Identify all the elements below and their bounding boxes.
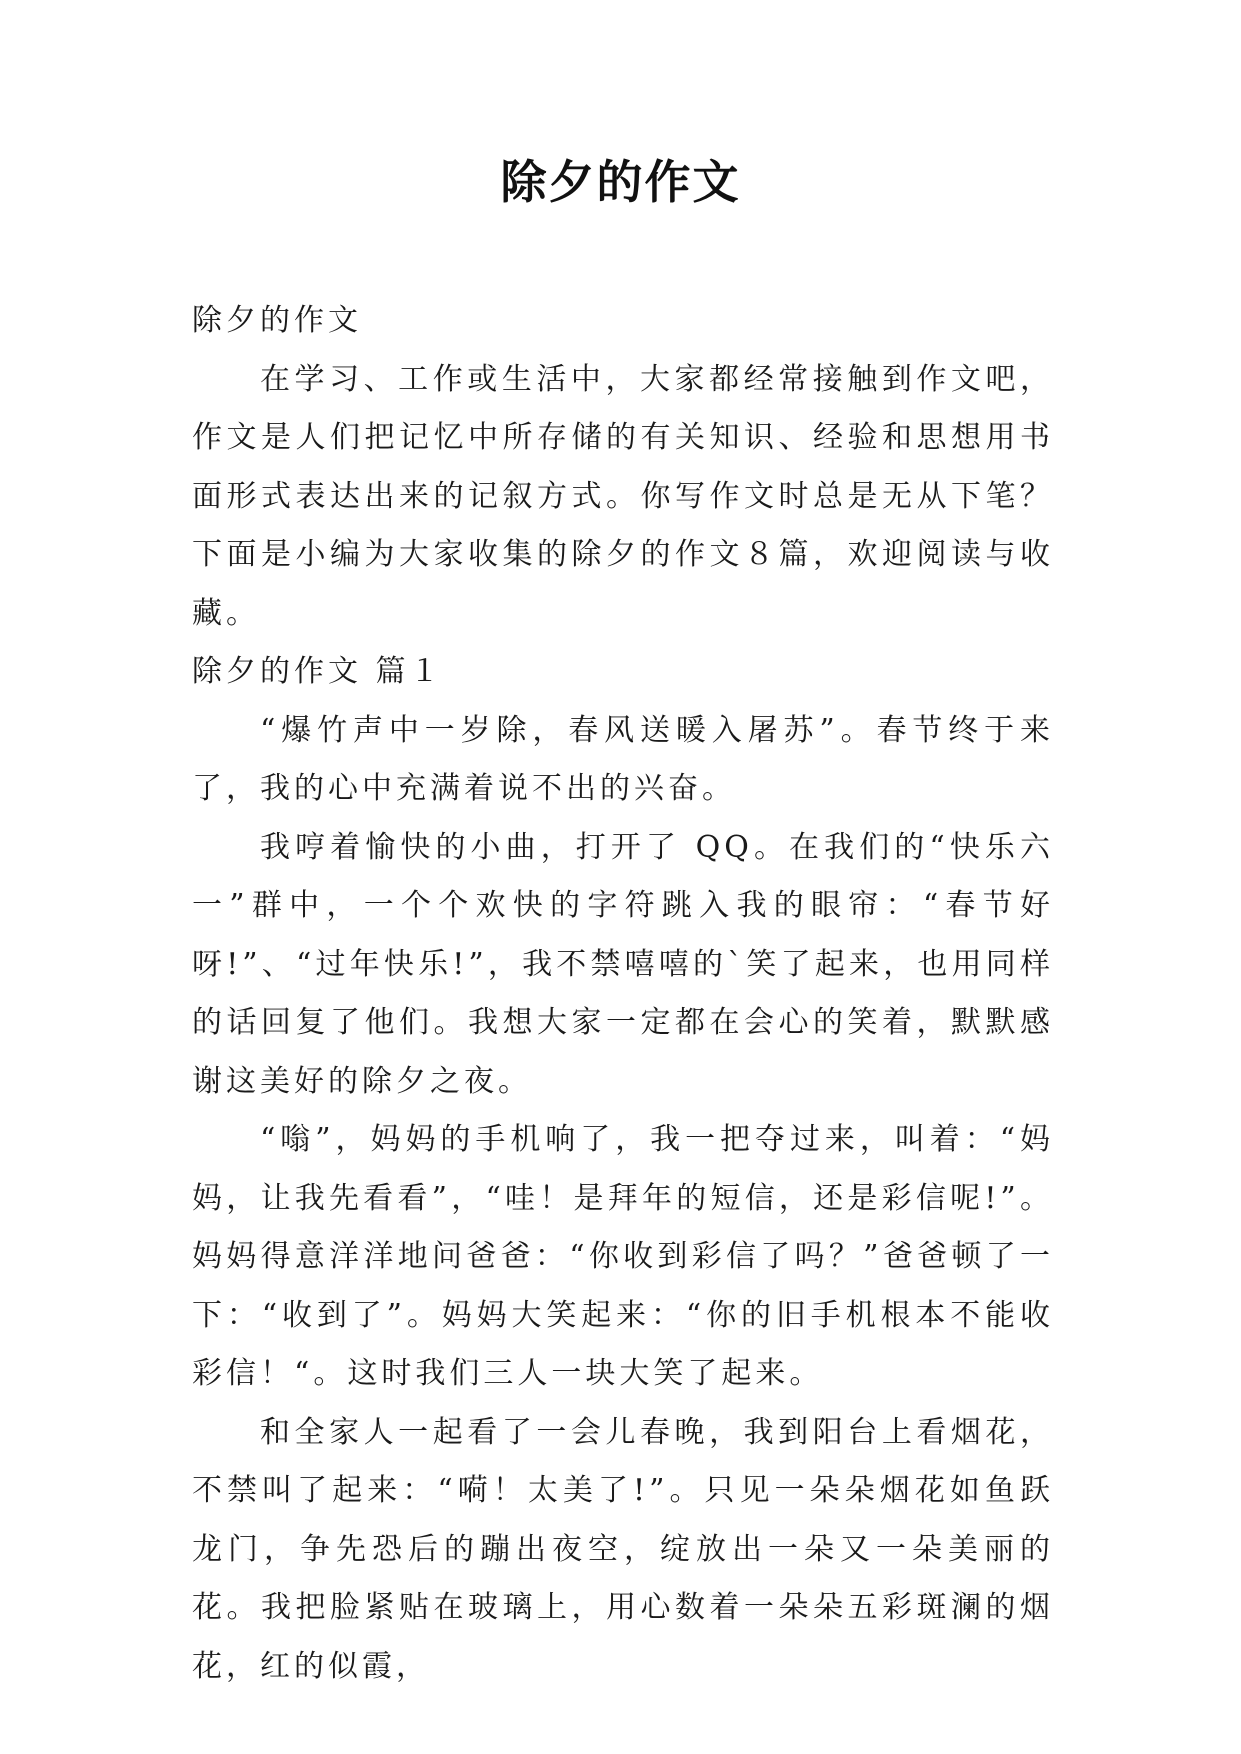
body-paragraph-2: 我哼着愉快的小曲，打开了 QQ。在我们的“快乐六一”群中，一个个欢快的字符跳入我的眼帘：“春节好呀!”、“过年快乐!”，我不禁嘻嘻的`笑了起来，也用同样的话回复了他们。我想大家一定都在会心的笑着，默默感谢这美好的除夕之夜。 bbox=[192, 829, 1054, 1099]
document-body bbox=[192, 292, 1054, 1696]
intro-paragraph: 在学习、工作或生活中，大家都经常接触到作文吧，作文是人们把记忆中所存储的有关知识、经验和思想用书面形式表达出来的记叙方式。你写作文时总是无从下笔？下面是小编为大家收集的除夕的作文８篇，欢迎阅读与收藏。 bbox=[192, 361, 1054, 631]
section-heading: 除夕的作文 篇１ bbox=[192, 654, 444, 689]
document-title: 除夕的作文 bbox=[500, 155, 741, 209]
body-paragraph-1: “爆竹声中一岁除，春风送暖入屠苏”。春节终于来了，我的心中充满着说不出的兴奋。 bbox=[192, 712, 1054, 806]
document-subtitle: 除夕的作文 bbox=[192, 303, 362, 338]
body-paragraph-3: “嗡”，妈妈的手机响了，我一把夺过来，叫着：“妈妈，让我先看看”，“哇！是拜年的短信，还是彩信呢!”。妈妈得意洋洋地问爸爸：“你收到彩信了吗？”爸爸顿了一下：“收到了”。妈妈大笑起来：“你的旧手机根本不能收彩信！“。这时我们三人一块大笑了起来。 bbox=[192, 1122, 1054, 1391]
body-paragraph-4: 和全家人一起看了一会儿春晚，我到阳台上看烟花，不禁叫了起来：“嗬！太美了!”。只见一朵朵烟花如鱼跃龙门，争先恐后的蹦出夜空，绽放出一朵又一朵美丽的花。我把脸紧贴在玻璃上，用心数着一朵朵五彩斑澜的烟花，红的似霞， bbox=[192, 1414, 1054, 1684]
